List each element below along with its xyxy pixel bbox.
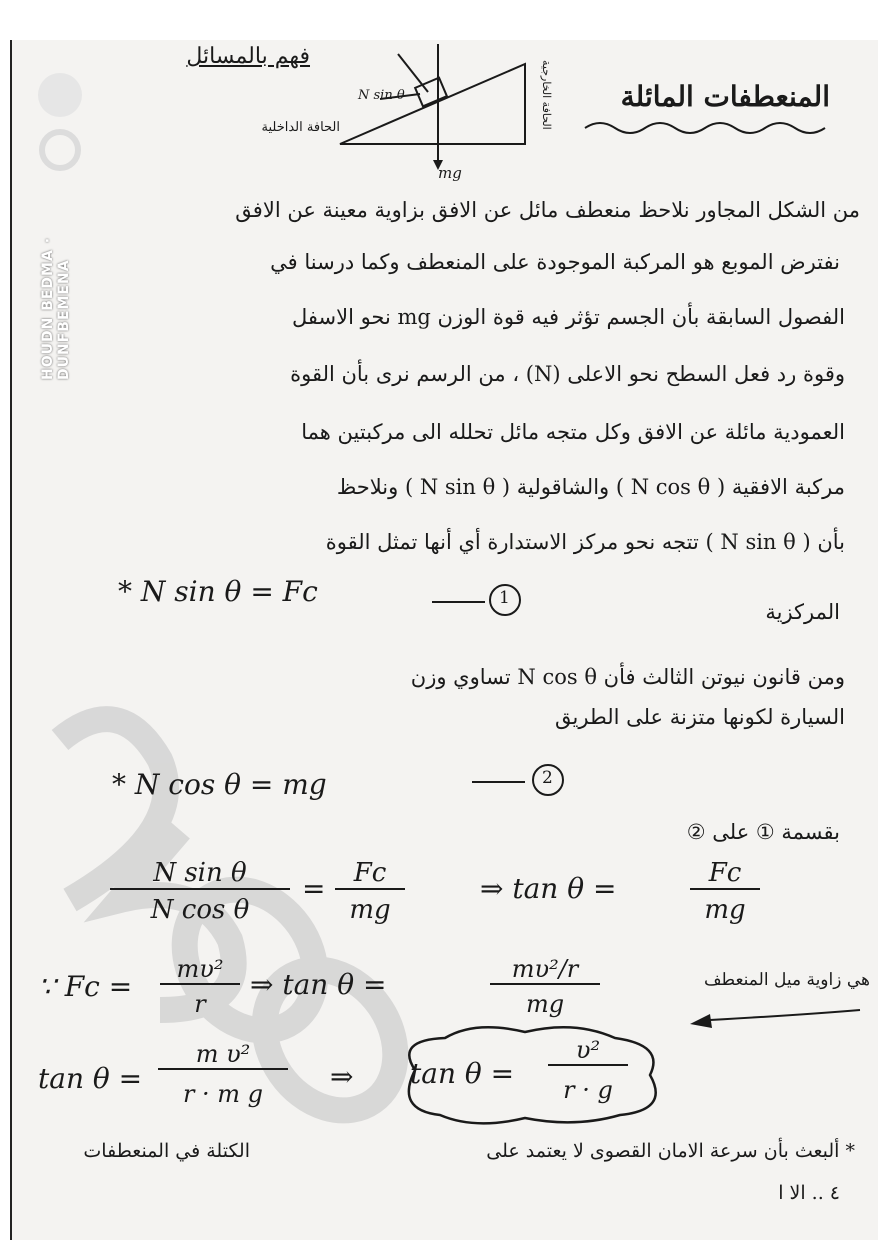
- tan-step-3-lhs: tan θ =: [38, 1062, 143, 1095]
- body-line-9: ومن قانون نيوتن الثالث فأن N cos θ تساوي وزن: [410, 665, 845, 689]
- side-label: الحافة الخارجية: [540, 60, 553, 130]
- tan-step-3-denominator: r · m g: [182, 1080, 264, 1108]
- frac2-denominator: mg: [349, 895, 391, 925]
- watermark-side-text: HOUDN BEDMA · DUNFBEMENA: [40, 236, 72, 380]
- frac2-numerator: Fc: [335, 858, 405, 890]
- final-arrow: ⇒: [330, 1060, 354, 1093]
- final-numerator: υ²: [548, 1036, 628, 1066]
- weight-label: mg: [438, 164, 462, 182]
- equation-1-tag: 1: [499, 588, 510, 608]
- title-underline: [580, 118, 830, 138]
- equation-2-marker: [470, 760, 580, 800]
- equals-sign-1: =: [302, 872, 326, 905]
- body-line-3: الفصول السابقة بأن الجسم تؤثر فيه قوة الوزن mg نحو الاسفل: [291, 305, 845, 329]
- angle-note: هي زاوية ميل المنعطف: [703, 970, 870, 990]
- frac3-denominator: mg: [704, 895, 746, 925]
- watermark-ring: [42, 132, 78, 168]
- fc-numerator: mυ²: [160, 955, 240, 985]
- force-label: N sin θ: [358, 88, 405, 103]
- angle-note-arrow: [650, 990, 870, 1040]
- watermark-circle: [38, 73, 82, 117]
- body-line-4: وقوة رد فعل السطح نحو الاعلى (N) ، من الرسم نرى بأن القوة: [290, 362, 845, 386]
- conclusion-end: الكتلة في المنعطفات: [83, 1140, 250, 1162]
- frac1-numerator: N sin θ: [110, 858, 290, 890]
- body-line-8: المركزية: [765, 600, 840, 624]
- equation-1-marker: [430, 580, 530, 620]
- body-line-5: العمودية مائلة عن الافق وكل متجه مائل تحلله الى مركبتين هما: [301, 420, 845, 444]
- incline-triangle: [340, 64, 525, 144]
- equation-2-tag: 2: [542, 768, 553, 788]
- page-title: المنعطفات المائلة: [620, 80, 830, 113]
- divide-note: بقسمة ① على ②: [686, 820, 840, 844]
- equation-1: * N sin θ = Fc: [118, 575, 318, 608]
- body-line-10: السيارة لكونها متزنة على الطريق: [555, 705, 845, 729]
- tan-step-2-lhs: ⇒ tan θ =: [250, 968, 387, 1001]
- fc-denominator: r: [194, 990, 206, 1018]
- normal-arrow: [398, 54, 428, 92]
- frac3-numerator: Fc: [690, 858, 760, 890]
- body-line-2: نفترض الموبع هو المركبة الموجودة على المنعطف وكما درسنا في: [270, 250, 840, 274]
- frac1-denominator: N cos θ: [150, 895, 250, 925]
- tan-step-2-numerator: mυ²/r: [490, 955, 600, 985]
- body-line-6: مركبة الافقية ( N cos θ ) والشاقولية ( N sin θ ) ونلاحظ: [336, 475, 845, 499]
- base-label: الحافة الداخلية: [261, 120, 340, 135]
- body-line-7: بأن ( N sin θ ) تتجه نحو مركز الاستدارة أي أنها تمثل القوة: [325, 530, 845, 554]
- fc-definition: ∵ Fc =: [38, 970, 133, 1003]
- final-denominator: r · g: [563, 1076, 613, 1104]
- topic-label: فهم بالمسائل: [186, 44, 310, 69]
- final-lhs: tan θ =: [410, 1057, 515, 1090]
- body-line-1: من الشكل المجاور نلاحظ منعطف مائل عن الافق بزاوية معينة عن الافق: [235, 198, 860, 222]
- conclusion-start: * ألبعث بأن سرعة الامان القصوى لا يعتمد على: [486, 1140, 855, 1162]
- conclusion-fragment: ٤ .. الا ا: [778, 1182, 840, 1204]
- tan-step-3-numerator: m υ²: [158, 1040, 288, 1070]
- incline-diagram: [300, 44, 560, 194]
- tan-result-lhs: ⇒ tan θ =: [480, 872, 617, 905]
- tan-step-2-denominator: mg: [525, 990, 565, 1018]
- equation-2: * N cos θ = mg: [112, 768, 327, 801]
